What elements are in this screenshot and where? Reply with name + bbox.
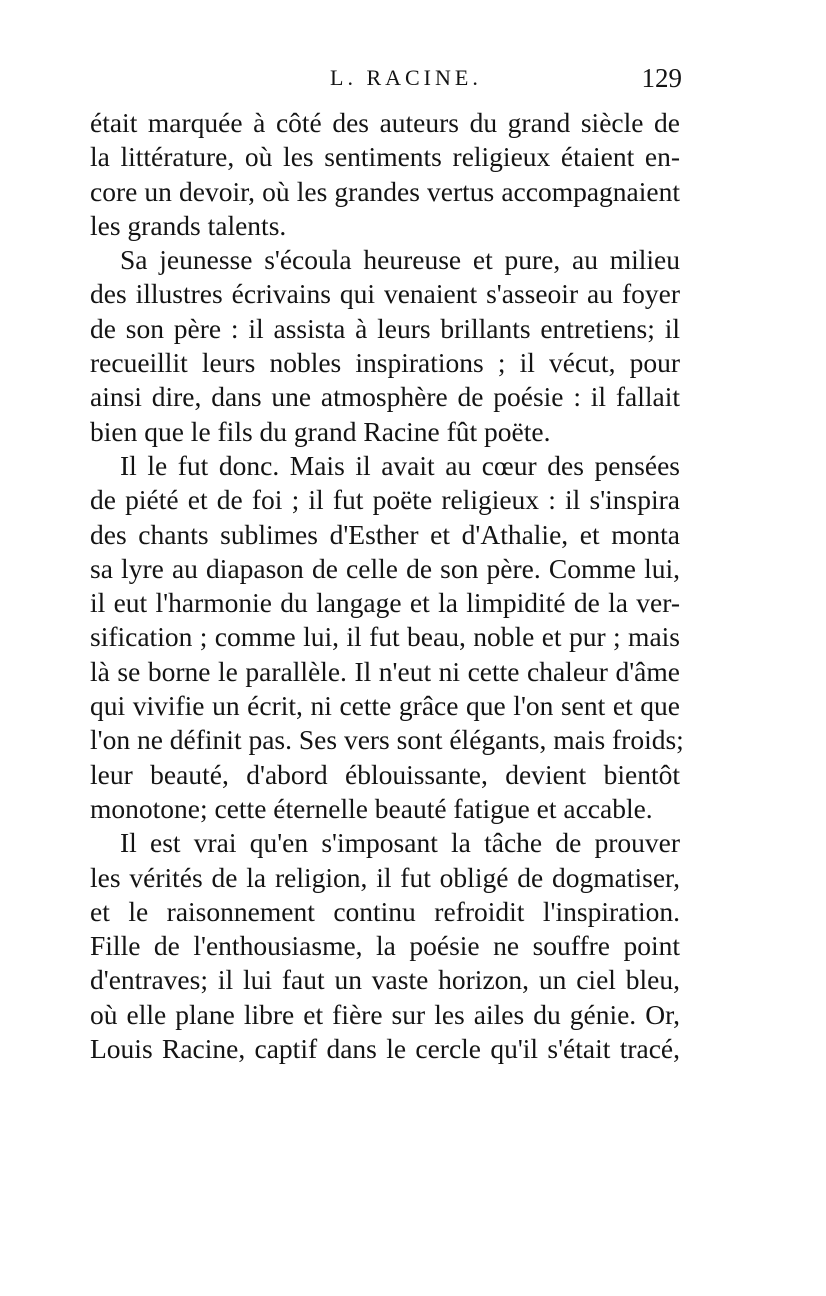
text-line: l'on ne définit pas. Ses vers sont élégants, mais froids;: [90, 724, 684, 756]
page-number: 129: [641, 63, 682, 93]
text-line: où elle plane libre et fière sur les ailes du génie. Or,: [90, 998, 680, 1030]
text-line: des chants sublimes d'Esther et d'Athalie, et monta: [90, 518, 680, 550]
text-line: Il le fut donc. Mais il avait au cœur des pensées: [120, 449, 680, 481]
text-line: qui vivifie un écrit, ni cette grâce que l'on sent et que: [90, 690, 680, 722]
text-line: ainsi dire, dans une atmosphère de poésie : il fallait: [90, 381, 680, 413]
running-head: L. RACINE.: [330, 65, 482, 90]
text-line: il eut l'harmonie du langage et la limpidité de la ver-: [90, 587, 680, 619]
text-line: là se borne le parallèle. Il n'eut ni cette chaleur d'âme: [90, 655, 680, 687]
text-line: sification ; comme lui, il fut beau, noble et pur ; mais: [90, 621, 680, 653]
text-line: recueillit leurs nobles inspirations ; il vécut, pour: [90, 347, 680, 379]
text-line: monotone; cette éternelle beauté fatigue et accable.: [90, 792, 653, 824]
text-line: les vérités de la religion, il fut obligé de dogmatiser,: [90, 861, 680, 893]
text-line: et le raisonnement continu refroidit l'inspiration.: [90, 895, 680, 927]
text-line: Louis Racine, captif dans le cercle qu'il s'était tracé,: [90, 1033, 680, 1065]
text-line: Sa jeunesse s'écoula heureuse et pure, au milieu: [120, 244, 680, 276]
text-line: core un devoir, où les grandes vertus accompagnaient: [90, 175, 680, 207]
text-line: Il est vrai qu'en s'imposant la tâche de prouver: [120, 827, 680, 859]
text-line: la littérature, où les sentiments religieux étaient en-: [90, 141, 680, 173]
body-text: [90, 106, 684, 1066]
text-line: sa lyre au diapason de celle de son père. Comme lui,: [90, 552, 680, 584]
text-line: de piété et de foi ; il fut poëte religieux : il s'inspira: [90, 484, 680, 516]
text-line: des illustres écrivains qui venaient s'asseoir au foyer: [90, 278, 680, 310]
text-line: de son père : il assista à leurs brillants entretiens; il: [90, 312, 680, 344]
text-line: leur beauté, d'abord éblouissante, devient bientôt: [90, 758, 680, 790]
text-line: les grands talents.: [90, 209, 287, 241]
page-header: [90, 58, 682, 98]
text-line: Fille de l'enthousiasme, la poésie ne souffre point: [90, 930, 680, 962]
text-line: bien que le fils du grand Racine fût poëte.: [90, 415, 551, 447]
text-line: d'entraves; il lui faut un vaste horizon, un ciel bleu,: [90, 964, 680, 996]
text-line: était marquée à côté des auteurs du grand siècle de: [90, 107, 680, 138]
